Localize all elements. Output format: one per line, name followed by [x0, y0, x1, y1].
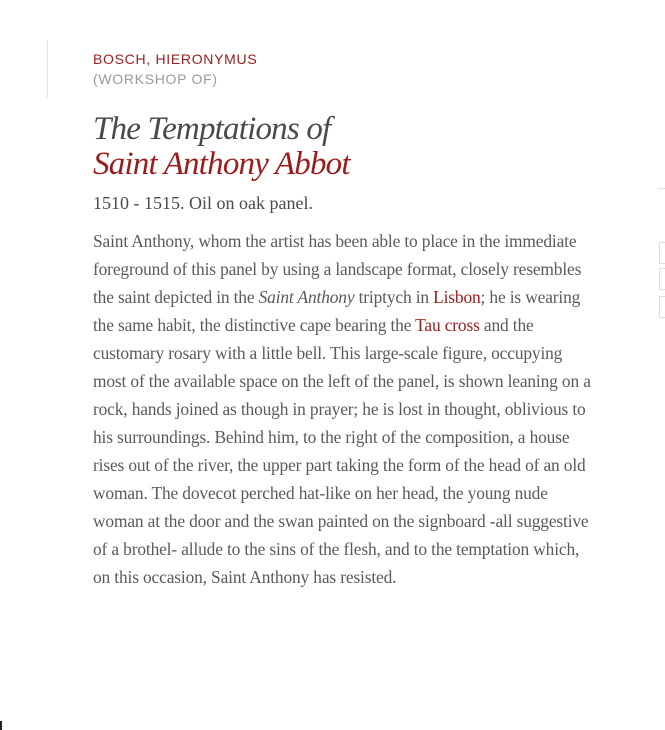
artwork-dating: 1510 - 1515. Oil on oak panel. — [93, 193, 313, 213]
link-lisbon[interactable]: Lisbon — [433, 287, 481, 307]
right-edge-tick — [658, 188, 665, 189]
artwork-title — [93, 112, 593, 182]
attribution: (WORKSHOP OF) — [93, 71, 218, 87]
description-text: Saint Anthony, whom the artist has been able to place in the immediate foreground of this panel by using a landscape format, closely resembles the saint depicted in the — [93, 231, 582, 307]
description-italic: Saint Anthony — [258, 287, 355, 307]
corner-mark — [0, 721, 2, 730]
right-edge-control-3[interactable] — [659, 296, 665, 318]
description-text: and the customary rosary with a little bell. This large-scale figure, occupying most of the available space on the left of the panel, is shown leaning on a rock, hands joined as though in prayer; he is lost in thought, oblivious to his surroundings. Behind him, to the right of the composition, a house rises out of the river, the upper part taking the form of the head of an old woman. The dovecot perched hat-like on her head, the young nude woman at the door and the swan painted on the signboard -all suggestive of a brothel- allude to the sins of the flesh, and to the temptation which, on this occasion, Saint Anthony has resisted. — [93, 315, 591, 587]
title-line-1: The Temptations of — [93, 111, 331, 147]
right-edge-control-1[interactable] — [659, 242, 665, 264]
artist-name[interactable]: BOSCH, HIERONYMUS — [93, 51, 258, 67]
description-text: ; he is wearing the same habit, the distinctive cape bearing the — [93, 287, 581, 335]
title-line-2: Saint Anthony Abbot — [93, 146, 350, 182]
link-tau-cross[interactable]: Tau cross — [415, 315, 480, 335]
artwork-description — [93, 227, 593, 591]
artwork-info — [93, 50, 593, 591]
description-text: triptych in — [354, 287, 434, 307]
right-edge-control-2[interactable] — [659, 268, 665, 290]
left-divider-rule — [47, 40, 48, 98]
